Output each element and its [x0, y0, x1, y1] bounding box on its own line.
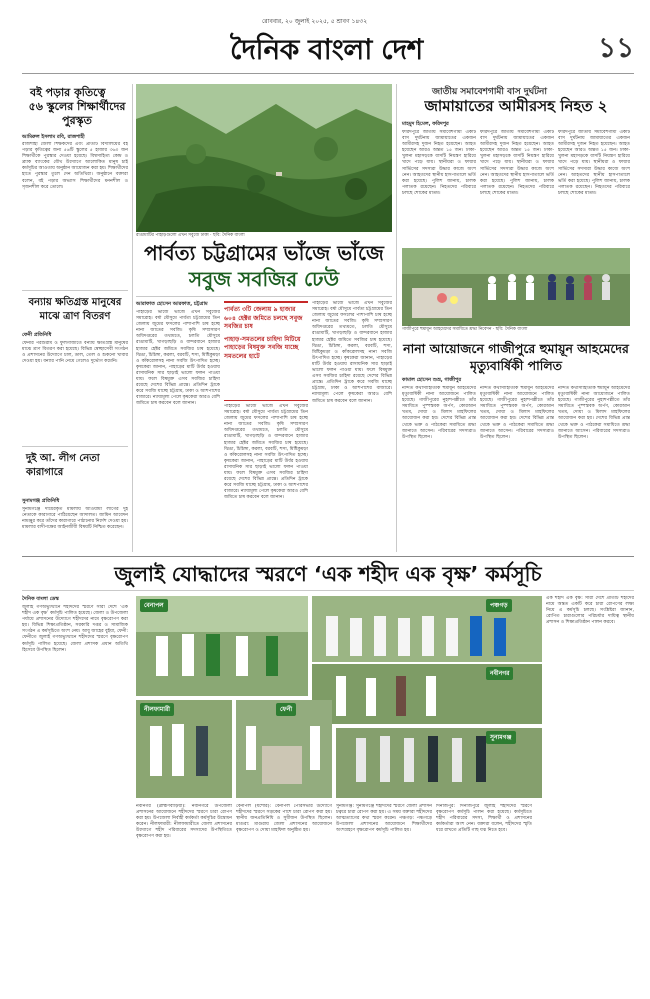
right-story-body-col2: ফরিদপুরে জাতীয় সমাবেশগামী একটি বাস দুর্ঘটনায় জামায়াতের একজন আমীরসহ দুজন নিহত হয়েছেন। আহত হয়েছেন আরও অন্তত ১৫ জন। ঢাকা-খুলনা মহাসড়কে বাসটি নিয়ন্ত্রণ হারিয়ে খাদে পড়ে যায়। স্থানীয়রা ও ফায়ার সার্ভিসের সদস্যরা উদ্ধার কাজে অংশ নেন। আহতদের স্থানীয় হাসপাতালে ভর্তি করা হয়েছে। পুলিশ জানায়, চালক পলাতক রয়েছেন। নিহতদের পরিবারে চলছে শোকের মাতম। [480, 130, 554, 196]
tribute-photo [402, 248, 630, 326]
story-body: সুনামগঞ্জে দায়েরকৃত মামলায় আওয়ামী লীগের দুই নেতাকে কারাগারে পাঠিয়েছেন আদালত। জামিন আবেদন নামঞ্জুর করে তাঁদের কারাগারে পাঠানোর নির্দেশ দেওয়া হয়। মামলার বাদীপক্ষের আইনজীবী বিষয়টি নিশ্চিত করেছেন। [22, 507, 128, 531]
photo-caption: গাজীপুরে হুমায়ূন আহমেদের সমাধিতে শ্রদ্ধা নিবেদন · ছবি: দৈনিক বাংলা [402, 327, 528, 332]
masthead [0, 0, 650, 76]
story-kicker: বই পড়ার কৃতিত্বে [30, 86, 106, 99]
date-line: রোববার, ২০ জুলাই ২০২৫, ৫ শ্রাবণ ১৪৩২ [262, 18, 368, 25]
photo-tag: নীলফামারী [140, 703, 174, 716]
feature-body-col4: সুনামগঞ্জ: সুনামগঞ্জে শহীদদের স্মরণে জেলা প্রশাসন চত্বরে চারা রোপণ করা হয়। এ সময় বক্তারা শহীদদের আত্মত্যাগের কথা স্মরণ করেন। পঞ্চগড়: পঞ্চগড়ে উপজেলা প্রশাসনের আয়োজনে শিক্ষার্থীদের অংশগ্রহণে বৃক্ষরোপণ কর্মসূচি পালিত হয়। [336, 804, 432, 834]
lead-headline-line2: সবুজ সবজির ঢেউ [188, 267, 340, 291]
highlight-point: পাহাড়-সমতলের চাহিদা মিটিয়ে পাহাড়ের বিষমুক্ত সবজি যাচ্ছে সমতলের হাটে [224, 335, 301, 360]
lead-highlight-box [224, 301, 308, 401]
feature-byline: দৈনিক বাংলা ডেস্ক [22, 596, 59, 602]
right-story-headline: জামায়াতের আমীরসহ নিহত ২ [424, 97, 608, 115]
highlight-point: পার্বত্য ৩টি জেলায় ৯ হাজার ৬০৪ হেক্টর জমিতে চলছে সবুজ সবজির চাষ [224, 306, 303, 330]
feature-body-col3: বেনাপল (যশোর): বেনাপল পৌরসভার উদ্যোগে শহীদদের স্মরণে সড়কের পাশে চারা রোপণ করা হয়। স্থানীয় জনপ্রতিনিধি ও সুধীজন উপস্থিত ছিলেন। মাগুরা: মাগুরায় জেলা প্রশাসনের আয়োজনে বৃক্ষরোপণ ও দোয়া মাহফিল অনুষ্ঠিত হয়। [236, 804, 332, 834]
divider [22, 590, 634, 591]
story-headline: দুই আ. লীগ নেতা কারাগারে [26, 453, 100, 478]
right-story-kicker: জাতীয় সমাবেশগামী বাস দুর্ঘটনা [432, 87, 548, 97]
hill-photo [136, 84, 392, 232]
right-story2-body-col3: নন্দিত কথাসাহিত্যিক হুমায়ূন আহমেদের মৃত্যুবার্ষিকী নানা আয়োজনে পালিত হয়েছে। গাজীপুরের নুহাশপল্লীতে তাঁর সমাধিতে পুষ্পস্তবক অর্পণ, কোরআন খতম, দোয়া ও মিলাদ মাহফিলের আয়োজন করা হয়। দেশের বিভিন্ন প্রান্ত থেকে ভক্ত ও পাঠকেরা সমাধিতে শ্রদ্ধা জানাতে আসেন। পরিবারের সদস্যরাও উপস্থিত ছিলেন। [558, 386, 630, 440]
photo-tag: সুনামগঞ্জ [486, 731, 516, 744]
photo-tag: পঞ্চগড় [486, 599, 512, 612]
story-byline: আমিরুল ইসলাম রবি, রাজশাহী [22, 134, 85, 140]
story-headline: ৫৬ স্কুলের শিক্ষার্থীদের পুরস্কৃত [28, 100, 126, 127]
lead-body-col3: পাহাড়ের ভাঁজে ভাঁজে এখন সবুজের সমারোহ। বর্ষা মৌসুমে পার্বত্য চট্টগ্রামের তিন জেলায় জুমের ফসলের পাশাপাশি চাষ হচ্ছে নানা জাতের সবজি। কৃষি সম্প্রসারণ অধিদপ্তরের তথ্যমতে, চলতি মৌসুমে রাঙামাটি, খাগড়াছড়ি ও বান্দরবানে হাজার হাজার হেক্টর জমিতে সবজির চাষ হয়েছে। ঝিঙা, চিচিঙ্গা, করলা, বরবটি, শসা, মিষ্টিকুমড়া ও কাঁকরোলসহ নানা সবজি উৎপাদিত হচ্ছে। কৃষকেরা জানান, পাহাড়ের মাটি উর্বর হওয়ায় রাসায়নিক সার ছাড়াই ভালো ফলন পাওয়া যায়। ফলে বিষমুক্ত এসব সবজির চাহিদা রয়েছে দেশের বিভিন্ন প্রান্তে। প্রতিদিন ট্রাকে করে সবজি যাচ্ছে চট্টগ্রাম, ঢাকা ও আশপাশের বাজারে। ন্যায্যমূল্য পেলে কৃষকেরা আরও বেশি জমিতে চাষ করবেন বলে জানান। [312, 301, 392, 404]
feature-photo-grid [136, 596, 542, 798]
story-byline: সুনামগঞ্জ প্রতিনিধি [22, 498, 60, 504]
feature-body-col2: নবীনগর (ব্রাহ্মণবাড়িয়া): নবীনগরে উপজেলা প্রশাসনের আয়োজনে শহীদদের স্মরণে চারা রোপণ করা হয়। উপজেলা নির্বাহী কর্মকর্তা কর্মসূচির উদ্বোধন করেন। নীলফামারী: নীলফামারীতে জেলা প্রশাসনের উদ্যোগে শহীদ পরিবারের সদস্যদের উপস্থিতিতে বৃক্ষরোপণ করা হয়। [136, 804, 232, 840]
lead-byline: আরাফাত হোসেন আরফাত, চট্টগ্রাম [136, 301, 208, 307]
story-byline: ফেনী প্রতিনিধি [22, 332, 52, 338]
story-body: ফেনীর পরশুরাম ও ফুলগাজীতে বন্যায় ক্ষতিগ্রস্ত মানুষের মাঝে ত্রাণ বিতরণ করা হয়েছে। বিভিন্ন স্বেচ্ছাসেবী সংগঠন ও প্রশাসনের উদ্যোগে চাল, ডাল, তেল ও শুকনো খাবার দেওয়া হয়। বন্যার পানি নেমে গেলেও দুর্ভোগ কমেনি। [22, 341, 128, 365]
photo-tag: বেনাপল [140, 599, 168, 612]
divider [22, 446, 128, 447]
page-number: ১১ [598, 31, 635, 64]
feature-body-col6: এক শহীদ এক বৃক্ষ: সারা দেশে প্রতিটি শহীদের নামে অন্তত একটি করে চারা রোপণের লক্ষ্য নিয়ে এ কর্মসূচি চলছে। সংশ্লিষ্টরা জানান, রোপিত চারাগুলোর পরিচর্যার দায়িত্ব স্থানীয় প্রশাসন ও শিক্ষাপ্রতিষ্ঠান পালন করবে। [546, 596, 634, 626]
divider [136, 296, 392, 297]
photo-tag: নবীনগর [486, 667, 513, 680]
feature-body-col5: দিনাজপুর: দিনাজপুরে জুলাই শহীদদের স্মরণে বৃক্ষরোপণ কর্মসূচি পালন করা হয়েছে। কর্মসূচিতে শহীদ পরিবারের সদস্য, শিক্ষার্থী ও প্রশাসনের কর্মকর্তারা অংশ নেন। বক্তারা বলেন, শহীদদের স্মৃতি ধরে রাখতে প্রতিটি গাছ যত্ন নিতে হবে। [436, 804, 532, 834]
masthead-divider [22, 73, 634, 74]
crowd-at-grave-image [402, 248, 630, 326]
lead-body-col1: পাহাড়ের ভাঁজে ভাঁজে এখন সবুজের সমারোহ। বর্ষা মৌসুমে পার্বত্য চট্টগ্রামের তিন জেলায় জুমের ফসলের পাশাপাশি চাষ হচ্ছে নানা জাতের সবজি। কৃষি সম্প্রসারণ অধিদপ্তরের তথ্যমতে, চলতি মৌসুমে রাঙামাটি, খাগড়াছড়ি ও বান্দরবানে হাজার হাজার হেক্টর জমিতে সবজির চাষ হয়েছে। ঝিঙা, চিচিঙ্গা, করলা, বরবটি, শসা, মিষ্টিকুমড়া ও কাঁকরোলসহ নানা সবজি উৎপাদিত হচ্ছে। কৃষকেরা জানান, পাহাড়ের মাটি উর্বর হওয়ায় রাসায়নিক সার ছাড়াই ভালো ফলন পাওয়া যায়। ফলে বিষমুক্ত এসব সবজির চাহিদা রয়েছে দেশের বিভিন্ন প্রান্তে। প্রতিদিন ট্রাকে করে সবজি যাচ্ছে চট্টগ্রাম, ঢাকা ও আশপাশের বাজারে। ন্যায্যমূল্য পেলে কৃষকেরা আরও বেশি জমিতে চাষ করবেন বলে জানান। [136, 310, 220, 407]
masthead-logo: দৈনিক বাংলা দেশ [230, 33, 423, 66]
feature-body-col1: জুলাই গণঅভ্যুত্থানে শহীদদের স্মরণে সারা দেশে ‘এক শহীদ এক বৃক্ষ’ কর্মসূচি পালিত হয়েছে। জেলা ও উপজেলা পর্যায়ে প্রশাসনের উদ্যোগে শহীদদের নামে বৃক্ষরোপণ করা হয়। বিভিন্ন শিক্ষাপ্রতিষ্ঠান, সরকারি দপ্তর ও সামাজিক সংগঠন এ কর্মসূচিতে অংশ নেয়। আবু জাহের বুইয়া, ফেনী: ফেনীতে জুলাই গণঅভ্যুত্থানে শহীদদের স্মরণে বৃক্ষরোপণ কর্মসূচি পালিত হয়েছে। জেলা প্রশাসক প্রধান অতিথি হিসেবে উপস্থিত ছিলেন। [22, 605, 128, 653]
photo-tag: ফেনী [276, 703, 296, 716]
story-body: রাজশাহী জেলা শিক্ষকদের এবং প্রতিটি বিদ্যালয়ের বই পড়ার কৃতিত্বের জন্য ৫৬টি স্কুলের ৫ হাজার ৩৬০ জন শিক্ষার্থীকে পুরস্কার দেওয়া হয়েছে। বিশ্বসাহিত্য কেন্দ্র ও ব্র্যাক ব্যাংকের যৌথ উদ্যোগে আলোকিত মানুষ চাই কর্মসূচির আওতায় অনুষ্ঠান আয়োজন করা হয়। শিক্ষার্থীদের হাতে পুরস্কার তুলে দেন অতিথিরা। অনুষ্ঠানে বক্তারা বলেন, বই পড়ার অভ্যাস শিক্ষার্থীদের মননশীল ও সৃজনশীল করে তোলে। [22, 142, 128, 190]
right-story-body-col1: ফরিদপুরে জাতীয় সমাবেশগামী একটি বাস দুর্ঘটনায় জামায়াতের একজন আমীরসহ দুজন নিহত হয়েছেন। আহত হয়েছেন আরও অন্তত ১৫ জন। ঢাকা-খুলনা মহাসড়কে বাসটি নিয়ন্ত্রণ হারিয়ে খাদে পড়ে যায়। স্থানীয়রা ও ফায়ার সার্ভিসের সদস্যরা উদ্ধার কাজে অংশ নেন। আহতদের স্থানীয় হাসপাতালে ভর্তি করা হয়েছে। পুলিশ জানায়, চালক পলাতক রয়েছেন। নিহতদের পরিবারে চলছে শোকের মাতম। [402, 130, 476, 196]
photo-caption: রাঙামাটির পাহাড়গুলো এখন সবুজে ঢাকা · ছবি: দৈনিক বাংলা [136, 233, 245, 238]
divider [22, 290, 128, 291]
right-story2-byline: কামাল হোসেন শুভ্র, গাজীপুর [402, 377, 462, 383]
section-divider [22, 556, 634, 557]
column-rule [132, 84, 133, 552]
right-story-byline: মাহমুদ হিমেল, ফরিদপুর [402, 121, 449, 127]
right-story2-body-col2: নন্দিত কথাসাহিত্যিক হুমায়ূন আহমেদের মৃত্যুবার্ষিকী নানা আয়োজনে পালিত হয়েছে। গাজীপুরের নুহাশপল্লীতে তাঁর সমাধিতে পুষ্পস্তবক অর্পণ, কোরআন খতম, দোয়া ও মিলাদ মাহফিলের আয়োজন করা হয়। দেশের বিভিন্ন প্রান্ত থেকে ভক্ত ও পাঠকেরা সমাধিতে শ্রদ্ধা জানাতে আসেন। পরিবারের সদস্যরাও উপস্থিত ছিলেন। [480, 386, 554, 440]
tree-planting-photos [136, 596, 542, 798]
lead-headline-line1: পার্বত্য চট্টগ্রামের ভাঁজে ভাঁজে [144, 241, 384, 265]
right-story-body-col3: ফরিদপুরে জাতীয় সমাবেশগামী একটি বাস দুর্ঘটনায় জামায়াতের একজন আমীরসহ দুজন নিহত হয়েছেন। আহত হয়েছেন আরও অন্তত ১৫ জন। ঢাকা-খুলনা মহাসড়কে বাসটি নিয়ন্ত্রণ হারিয়ে খাদে পড়ে যায়। স্থানীয়রা ও ফায়ার সার্ভিসের সদস্যরা উদ্ধার কাজে অংশ নেন। আহতদের স্থানীয় হাসপাতালে ভর্তি করা হয়েছে। পুলিশ জানায়, চালক পলাতক রয়েছেন। নিহতদের পরিবারে চলছে শোকের মাতম। [558, 130, 630, 196]
lead-body-col2: পাহাড়ের ভাঁজে ভাঁজে এখন সবুজের সমারোহ। বর্ষা মৌসুমে পার্বত্য চট্টগ্রামের তিন জেলায় জুমের ফসলের পাশাপাশি চাষ হচ্ছে নানা জাতের সবজি। কৃষি সম্প্রসারণ অধিদপ্তরের তথ্যমতে, চলতি মৌসুমে রাঙামাটি, খাগড়াছড়ি ও বান্দরবানে হাজার হাজার হেক্টর জমিতে সবজির চাষ হয়েছে। ঝিঙা, চিচিঙ্গা, করলা, বরবটি, শসা, মিষ্টিকুমড়া ও কাঁকরোলসহ নানা সবজি উৎপাদিত হচ্ছে। কৃষকেরা জানান, পাহাড়ের মাটি উর্বর হওয়ায় রাসায়নিক সার ছাড়াই ভালো ফলন পাওয়া যায়। ফলে বিষমুক্ত এসব সবজির চাহিদা রয়েছে দেশের বিভিন্ন প্রান্তে। প্রতিদিন ট্রাকে করে সবজি যাচ্ছে চট্টগ্রাম, ঢাকা ও আশপাশের বাজারে। ন্যায্যমূল্য পেলে কৃষকেরা আরও বেশি জমিতে চাষ করবেন বলে জানান। [224, 404, 308, 501]
column-rule [396, 84, 397, 552]
feature-headline: জুলাই যোদ্ধাদের স্মরণে ‘এক শহীদ এক বৃক্ষ’ কর্মসূচি [114, 562, 542, 586]
hill-landscape-image [136, 84, 392, 232]
left-column [22, 84, 128, 484]
story-headline: বন্যায় ক্ষতিগ্রস্ত মানুষের মাঝে ত্রাণ বিতরণ [28, 297, 122, 322]
right-story2-body-col1: নন্দিত কথাসাহিত্যিক হুমায়ূন আহমেদের মৃত্যুবার্ষিকী নানা আয়োজনে পালিত হয়েছে। গাজীপুরের নুহাশপল্লীতে তাঁর সমাধিতে পুষ্পস্তবক অর্পণ, কোরআন খতম, দোয়া ও মিলাদ মাহফিলের আয়োজন করা হয়। দেশের বিভিন্ন প্রান্ত থেকে ভক্ত ও পাঠকেরা সমাধিতে শ্রদ্ধা জানাতে আসেন। পরিবারের সদস্যরাও উপস্থিত ছিলেন। [402, 386, 476, 440]
right-story2-headline: নানা আয়োজনে গাজীপুরে হুমায়ূন আহমেদের মৃত্যুবার্ষিকী পালিত [403, 341, 629, 373]
